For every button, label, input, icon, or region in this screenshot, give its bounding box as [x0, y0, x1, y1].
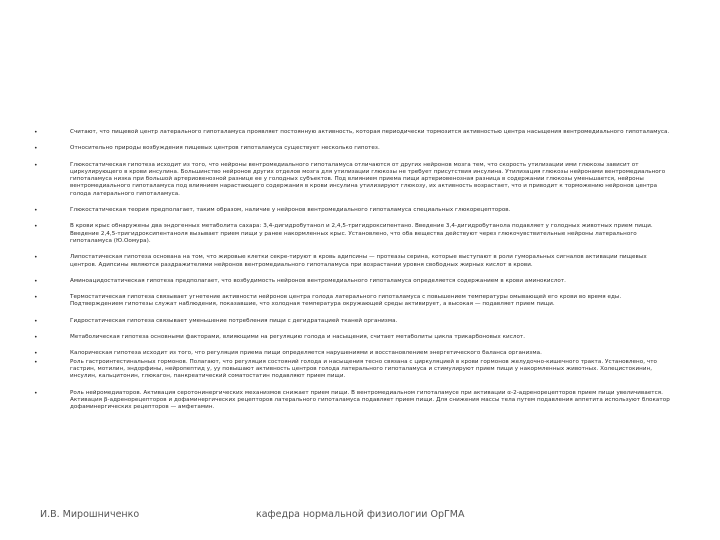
bullet-icon: • — [34, 207, 38, 215]
item-text: Роль гастроинтестинальных гормонов. Полагают, что регуляция состояний голода и насыщения тесно связана с циркуляцией в крови гормонов желудочно-кишечного тракта. Установлено, что гастрин, мотилин, эндорфины, нейропептид у, уу повышают активность центров голода латерального гипоталамуса и стимулируют прием пищи у накормленных животных. Холецистокинин, инсулин, кальцитонин, глюкагон, панкреатический соматостатин подавляют прием пищи. — [70, 358, 657, 380]
footer-department: кафедра нормальной физиологии ОрГМА — [256, 509, 465, 520]
item-text: Аминоацидостатическая гипотеза предполагает, что возбудимость нейронов вентромедиального гипоталамуса определяется содержанием в крови аминокислот. — [70, 277, 566, 284]
list-item — [34, 254, 674, 269]
item-text: Глюкостатическая гипотеза исходит из того, что нейроны вентромедиального гипоталамуса отличаются от других нейронов мозга тем, что скорость утилизации ими глюкозы зависит от циркулирующего в крови инсулина. Большинство нейронов других отделов мозга для утилизации глюкозы не требует присутствия инсулина. Утилизация глюкозы нейронами вентромедиального гипоталамуса низка при большой артериовенозной разнице ее у голодных субъектов. Под влиянием приема пищи артериовенозная разница в содержании глюкозы уменьшается, нейроны вентромедиального гипоталамуса под влиянием нарастающего содержания в крови инсулина утилизируют глюкозу, их активность возрастает, что и приводит к торможению нейронов центра голода латерального гипоталамуса. — [70, 161, 666, 197]
item-text: Относительно природы возбуждения пищевых центров гипоталамуса существует несколько гипотез. — [70, 145, 380, 152]
item-text: Липостатическая гипотеза основана на том, что жировые клетки секре-тируют в кровь адипсины — протеазы серина, которые выступают в роли гуморальных сигналов активации пищевых центров. Адипсины являются раздражителями нейронов вентромедиального гипоталамуса при возрастании уровня свободных жирных кислот в крови. — [70, 254, 647, 268]
bullet-icon: • — [34, 223, 38, 231]
list-item — [34, 390, 674, 412]
list-item — [34, 223, 674, 245]
item-text: Считают, что пищевой центр латерального гипоталамуса проявляет постоянную активность, которая периодически тормозится активностью центра насыщения вентромедиального гипоталамуса. — [70, 129, 670, 135]
item-text: Глюкостатическая теория предполагает, таким образом, наличие у нейронов вентромедиального гипоталамуса специальных глюкорецепторов. — [70, 207, 511, 214]
list-item — [34, 334, 674, 341]
list-item — [34, 294, 674, 309]
item-text: В крови крыс обнаружены два эндогенных метаболита сахара: 3,4-дигидробутанол и 2,4,5-тригидроксипентано. Введение 3,4-дигидробутанола подавляет у голодных животных прием пищи. Введение 2,4,5-тригидроксипентаноля вызывает прием пищи у ранее накормленных крыс. Установлено, что оба вещества действуют через глюкочувствительные нейроны латерального гипоталамуса (Ю.Оомура). — [70, 223, 653, 244]
item-text: Роль нейромедиаторов. Активация серотонинергических механизмов снижает прием пищи. В вентромедиальном гипоталамусе при активации α-2-адренорецепторов прием пищи увеличивается. Активация β-адренорецепторов и дофаминергических рецепторов латерального гипоталамуса подавляет прием пищи. Для снижения массы тела путем подавления аппетита используют блокатор дофаминергических рецепторов — амфетамин. — [70, 389, 670, 411]
list-item — [34, 318, 674, 325]
bullet-icon: • — [34, 161, 38, 169]
list-item — [34, 359, 674, 381]
bullet-icon: • — [34, 317, 38, 325]
item-text: Метаболическая гипотеза основными факторами, влияющими на регуляцию голода и насыщения, считает метаболиты цикла трикарбоновых кислот. — [70, 334, 526, 341]
bullet-icon: • — [34, 294, 38, 302]
list-item — [34, 350, 674, 357]
bullet-icon: • — [34, 277, 38, 285]
list-item — [34, 145, 674, 152]
bullet-icon: • — [34, 350, 38, 358]
item-text: Калорическая гипотеза исходит из того, что регуляция приема пищи определяется нарушениями и восстановлением энергетического баланса организма. — [70, 350, 542, 357]
bullet-icon: • — [34, 334, 38, 342]
bullet-icon: • — [34, 389, 38, 397]
item-text: Термостатическая гипотеза связывает угнетение активности нейронов центра голода латерального гипоталамуса с повышением температуры омывающей его крови во время еды. Подтверждением гипотезы служат наблюдения, показавшие, что холодная температура окружающей среды активирует, а высокая — подавляет прием пищи. — [70, 294, 622, 308]
bullet-icon: • — [34, 358, 38, 366]
bullet-icon: • — [34, 145, 38, 153]
list-item — [34, 162, 674, 198]
bullet-icon: • — [34, 129, 38, 136]
bullet-icon: • — [34, 254, 38, 262]
bullet-list — [34, 129, 674, 411]
item-text: Гидростатическая гипотеза связывает уменьшение потребления пищи с дегидратацией тканей организма. — [70, 317, 398, 324]
footer-author: И.В. Мирошниченко — [40, 509, 140, 520]
list-item — [34, 278, 674, 285]
list-item — [34, 207, 674, 214]
list-item — [34, 129, 674, 136]
